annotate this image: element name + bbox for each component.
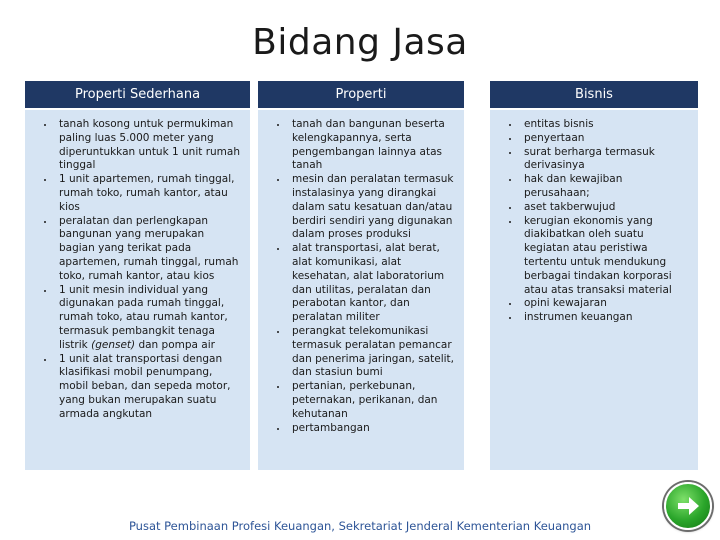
list-item: • opini kewajaran — [520, 297, 690, 311]
list-item — [55, 284, 242, 353]
next-slide-button[interactable] — [664, 482, 712, 530]
list-item: • pertambangan — [288, 422, 456, 436]
footer-text: Pusat Pembinaan Profesi Keuangan, Sekretariat Jenderal Kementerian Keuangan — [128, 519, 592, 533]
column-properti-sederhana — [24, 80, 251, 471]
list-item-text: 1 unit mesin individual yang digunakan pada rumah tinggal, rumah toko, atau rumah kantor, termasuk pembangkit tenaga listrik — [59, 283, 228, 351]
list-item: • penyertaan — [520, 132, 690, 146]
page-title: Bidang Jasa — [252, 22, 468, 63]
column-body — [257, 109, 465, 471]
list-item: • 1 unit alat transportasi dengan klasifikasi mobil penumpang, mobil beban, dan sepeda motor, yang bukan merupakan suatu armada angkutan — [55, 353, 242, 422]
list-item: • tanah dan bangunan beserta kelengkapannya, serta pengembangan lainnya atas tanah — [288, 118, 456, 173]
column-properti — [257, 80, 465, 471]
list-item: • mesin dan peralatan termasuk instalasinya yang dirangkai dalam satu kesatuan dan/atau berdiri sendiri yang digunakan dalam proses produksi — [288, 173, 456, 242]
column-heading: Properti Sederhana — [24, 80, 251, 109]
list-item: • pertanian, perkebunan, peternakan, perikanan, dan kehutanan — [288, 380, 456, 421]
list-item-italic: (genset) — [91, 338, 136, 351]
arrow-right-icon — [673, 491, 703, 521]
list-item: • perangkat telekomunikasi termasuk peralatan pemancar dan penerima jaringan, satelit, dan stasiun bumi — [288, 325, 456, 380]
list-item: • surat berharga termasuk derivasinya — [520, 146, 690, 174]
list-item: • 1 unit apartemen, rumah tinggal, rumah toko, rumah kantor, atau kios — [55, 173, 242, 214]
list-item-tail: dan pompa air — [135, 338, 215, 351]
list-item: • aset takberwujud — [520, 201, 690, 215]
list-item: • tanah kosong untuk permukiman paling luas 5.000 meter yang diperuntukkan untuk 1 unit rumah tinggal — [55, 118, 242, 173]
list-item: • instrumen keuangan — [520, 311, 690, 325]
column-heading: Properti — [257, 80, 465, 109]
list-item: • hak dan kewajiban perusahaan; — [520, 173, 690, 201]
bullet-list — [33, 118, 242, 422]
bullet-list — [498, 118, 690, 325]
column-body — [489, 109, 699, 471]
column-bisnis — [489, 80, 699, 471]
column-heading: Bisnis — [489, 80, 699, 109]
list-item: • alat transportasi, alat berat, alat komunikasi, alat kesehatan, alat laboratorium dan utilitas, peralatan dan perabotan kantor, dan peralatan militer — [288, 242, 456, 325]
list-item: • peralatan dan perlengkapan bangunan yang merupakan bagian yang terikat pada apartemen, rumah tinggal, rumah toko, rumah kantor, atau kios — [55, 215, 242, 284]
bullet-list — [266, 118, 456, 435]
column-body — [24, 109, 251, 471]
list-item: • kerugian ekonomis yang diakibatkan oleh suatu kegiatan atau peristiwa tertentu untuk mendukung berbagai tindakan korporasi atau atas transaksi material — [520, 215, 690, 298]
list-item: • entitas bisnis — [520, 118, 690, 132]
